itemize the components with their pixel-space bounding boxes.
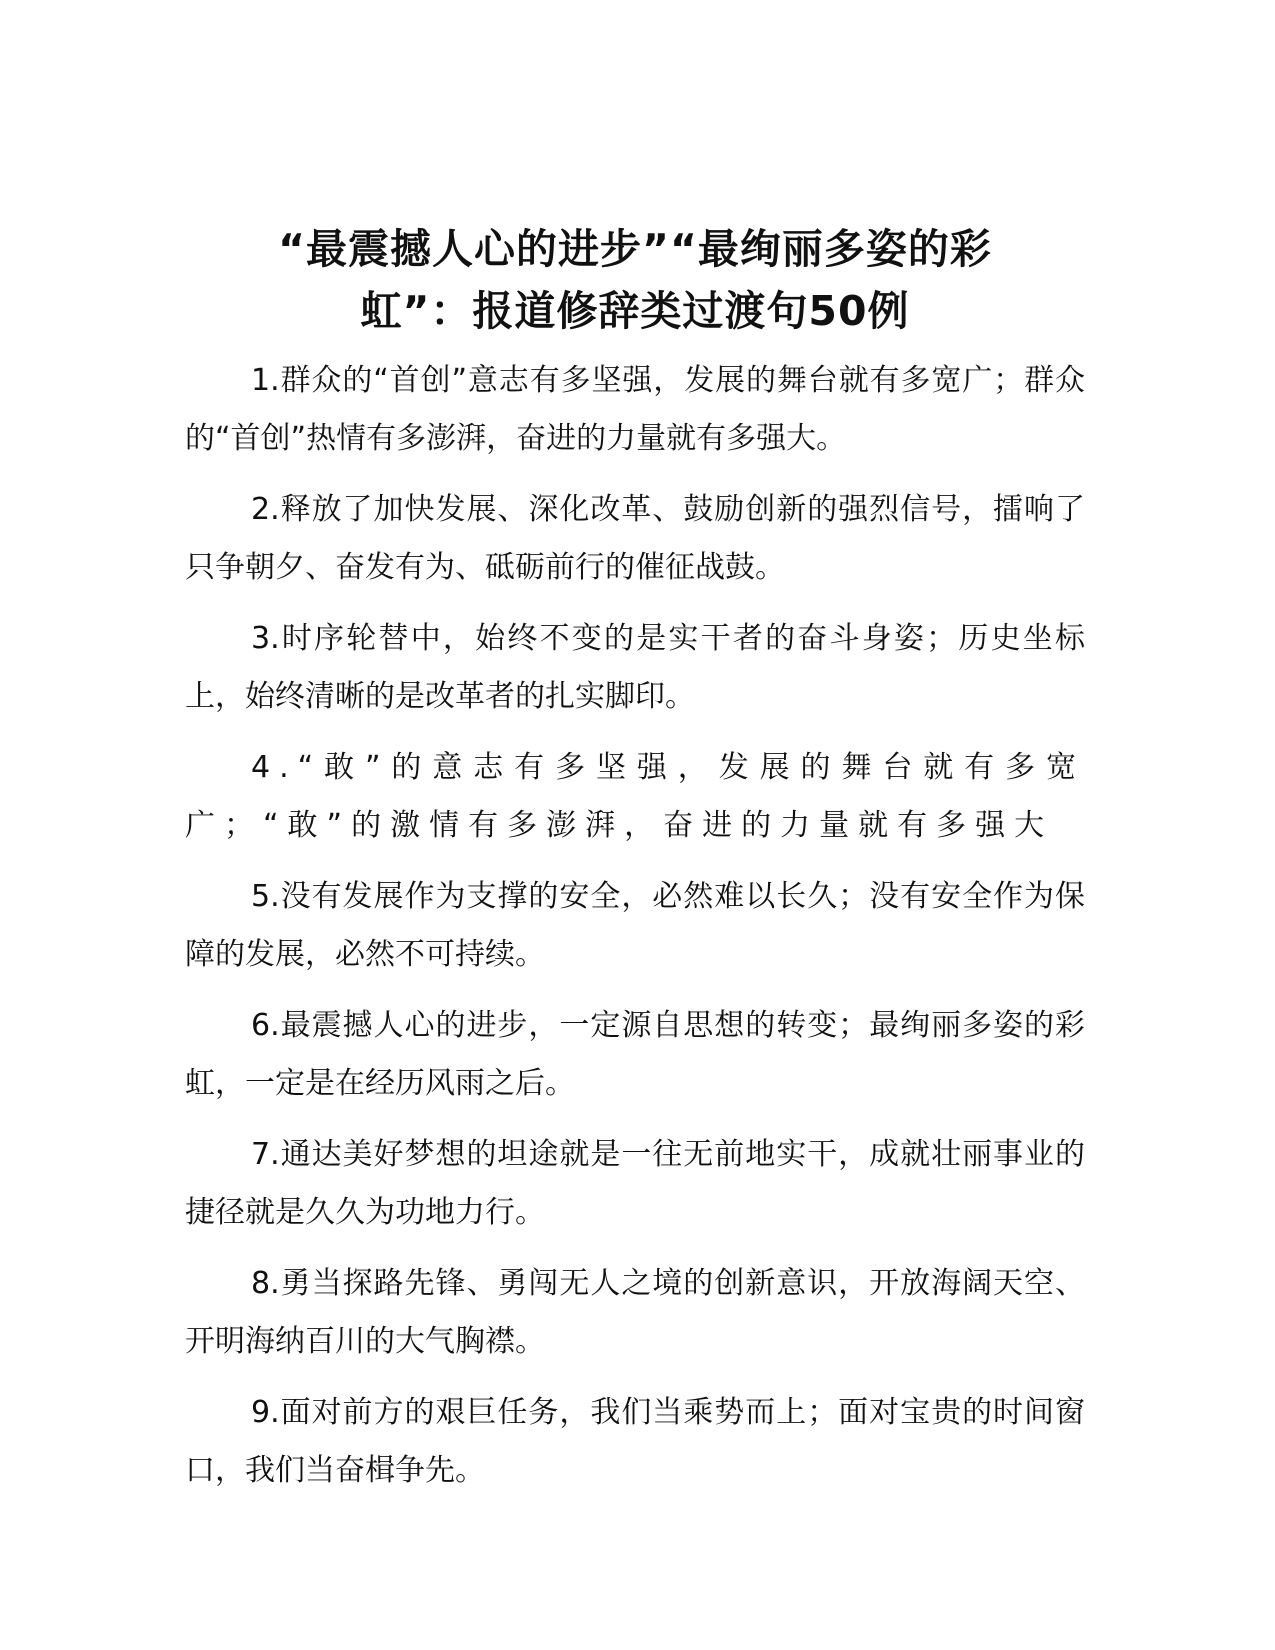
paragraph-6: 6.最震撼人心的进步，一定源自思想的转变；最绚丽多姿的彩虹，一定是在经历风雨之后。 (185, 1008, 1085, 1101)
paragraph-8: 8.勇当探路先锋、勇闯无人之境的创新意识，开放海阔天空、开明海纳百川的大气胸襟。 (185, 1266, 1085, 1359)
paragraph-5: 5.没有发展作为支撑的安全，必然难以长久；没有安全作为保障的发展，必然不可持续。 (185, 879, 1085, 972)
paragraph-2: 2.释放了加快发展、深化改革、鼓励创新的强烈信号，擂响了只争朝夕、奋发有为、砥砺前行的催征战鼓。 (185, 492, 1085, 585)
paragraph-9: 9.面对前方的艰巨任务，我们当乘势而上；面对宝贵的时间窗口，我们当奋楫争先。 (185, 1395, 1085, 1488)
document-title (185, 218, 1085, 342)
title-line-1: “最震撼人心的进步”“最绚丽多姿的彩 (278, 225, 992, 273)
document-body (185, 352, 1085, 1513)
paragraph-4: 4.“敢”的意志有多坚强，发展的舞台就有多宽广；“敢”的激情有多澎湃，奋进的力量就有多强大 (185, 750, 1085, 843)
paragraph-1: 1.群众的“首创”意志有多坚强，发展的舞台就有多宽广；群众的“首创”热情有多澎湃，奋进的力量就有多强大。 (185, 363, 1085, 456)
title-line-2: 虹”：报道修辞类过渡句50例 (360, 287, 910, 335)
paragraph-7: 7.通达美好梦想的坦途就是一往无前地实干，成就壮丽事业的捷径就是久久为功地力行。 (185, 1137, 1085, 1230)
paragraph-3: 3.时序轮替中，始终不变的是实干者的奋斗身姿；历史坐标上，始终清晰的是改革者的扎实脚印。 (185, 621, 1085, 714)
